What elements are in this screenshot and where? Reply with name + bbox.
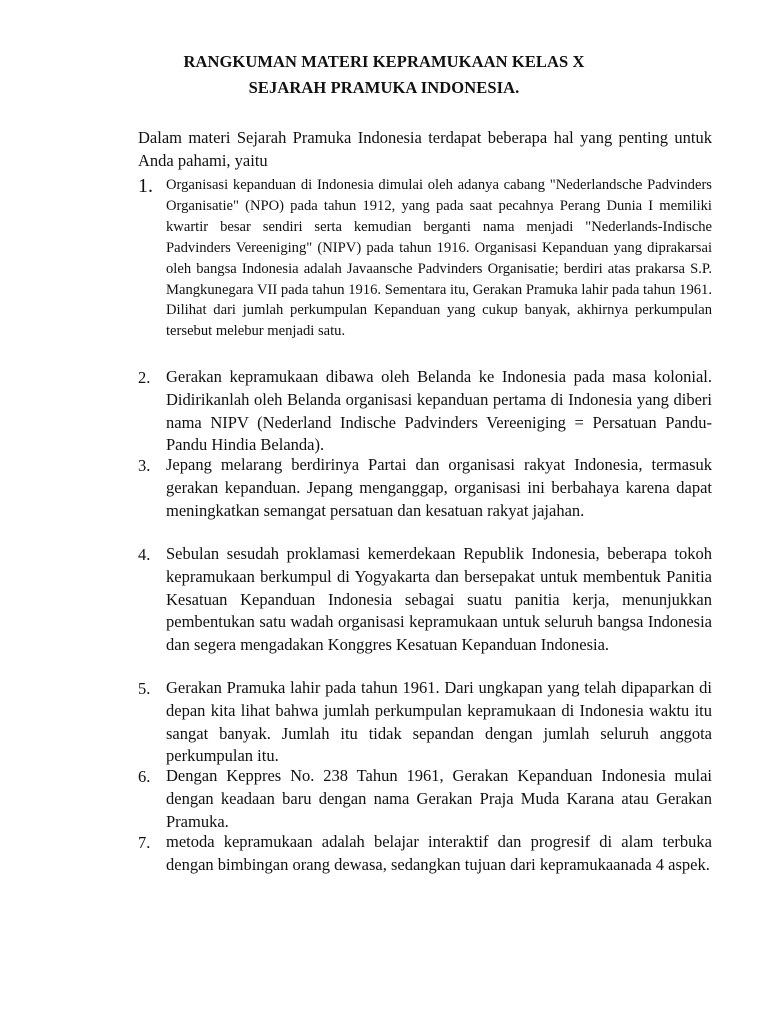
list-item-number: 3.: [138, 456, 151, 475]
intro-paragraph: Dalam materi Sejarah Pramuka Indonesia terdapat beberapa hal yang penting untuk Anda pahami, yaitu: [138, 128, 712, 170]
document-title-line-2: SEJARAH PRAMUKA INDONESIA.: [248, 78, 520, 97]
list-item-number: 4.: [138, 545, 151, 564]
list-item-number: 1.: [138, 175, 153, 197]
list-item-text: metoda kepramukaan adalah belajar interaktif dan progresif di alam terbuka dengan bimbingan orang dewasa, sedangkan tujuan dari kepramukaanada 4 aspek.: [166, 832, 712, 874]
list-item-text: Jepang melarang berdirinya Partai dan organisasi rakyat Indonesia, termasuk gerakan kepanduan. Jepang menganggap, organisasi ini berbahaya karena dapat meningkatkan semangat persatuan dan kesatuan rakyat jajahan.: [166, 455, 712, 520]
list-item-text: Organisasi kepanduan di Indonesia dimulai oleh adanya cabang "Nederlandsche Padvinders Organisatie" (NPO) pada tahun 1912, yang pada saat pecahnya Perang Dunia I memiliki kwartir besar sendiri serta kemudian berganti nama menjadi "Nederlands-Indische Padvinders Vereeniging" (NIPV) pada tahun 1916. Organisasi Kepanduan yang diprakarsai oleh bangsa Indonesia adalah Javaansche Padvinders Organisatie; berdiri atas prakarsa S.P. Mangkunegara VII pada tahun 1916. Sementara itu, Gerakan Pramuka lahir pada tahun 1961. Dilihat dari jumlah perkumpulan Kepanduan yang cukup banyak, akhirnya perkumpulan tersebut melebur menjadi satu.: [166, 177, 712, 340]
list-item-number: 5.: [138, 679, 151, 698]
list-item-text: Gerakan kepramukaan dibawa oleh Belanda ke Indonesia pada masa kolonial. Didirikanlah oleh Belanda organisasi kepanduan pertama di Indonesia yang diberi nama NIPV (Nederland Indische Padvinders Vereeniging = Persatuan Pandu-Pandu Hindia Belanda).: [166, 367, 712, 455]
list-item-number: 7.: [138, 833, 151, 852]
document-title-line-1: RANGKUMAN MATERI KEPRAMUKAAN KELAS X: [183, 52, 585, 71]
list-item-text: Dengan Keppres No. 238 Tahun 1961, Gerakan Kepanduan Indonesia mulai dengan keadaan baru dengan nama Gerakan Praja Muda Karana atau Gerakan Pramuka.: [166, 766, 712, 831]
list-item-text: Sebulan sesudah proklamasi kemerdekaan Republik Indonesia, beberapa tokoh kepramukaan berkumpul di Yogyakarta dan bersepakat untuk membentuk Panitia Kesatuan Kepanduan Indonesia sebagai suatu panitia kerja, menunjukkan pembentukan satu wadah organisasi kepramukaan untuk seluruh bangsa Indonesia dan segera mengadakan Konggres Kesatuan Kepanduan Indonesia.: [166, 544, 712, 655]
list-item-text: Gerakan Pramuka lahir pada tahun 1961. Dari ungkapan yang telah dipaparkan di depan kita lihat bahwa jumlah perkumpulan kepramukaan di Indonesia waktu itu sangat banyak. Jumlah itu tidak sepandan dengan jumlah seluruh anggota perkumpulan itu.: [166, 678, 712, 766]
list-item-number: 2.: [138, 368, 151, 387]
list-item-number: 6.: [138, 767, 151, 786]
